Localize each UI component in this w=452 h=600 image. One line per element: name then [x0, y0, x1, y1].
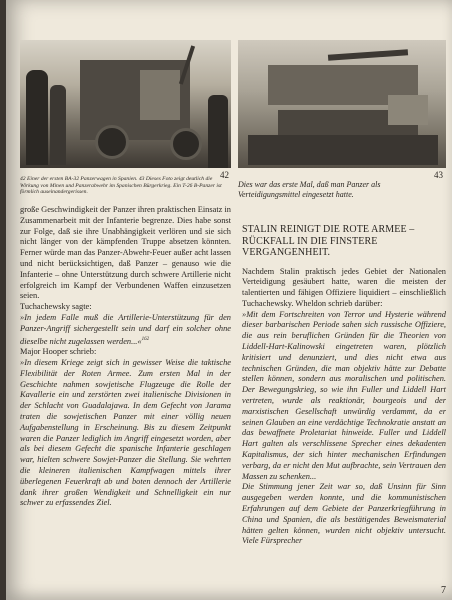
quote-paragraph: »In diesem Kriege zeigt sich in gewisser Weise die taktische Flexibilität der Roten Armee. Zum ersten Mal in der Geschichte nahmen sowjetische Flugzeuge die Rolle der Kavallerie ein und zerstörten zwei italienische Divisionen in der Schlacht von Guadalajawa. In dem Gefecht von Jarama traten die sowjetischen Panzer mit einer völlig neuen Aufgabenstellung in Erscheinung. Bis zu diesem Zeitpunkt waren die Panzer lediglich im Angriff eingesetzt worden, aber als bei diesem Gefecht die spanische Infanterie geschlagen war, hielten schwere Sowjet-Panzer die Stellung. Sie wehrten die kleineren italienischen Kampfwagen mittels ihrer überlegenen Feuerkraft ab und boten dennoch der Artillerie dank ihrer großen Wendigkeit und Schnelligkeit ein nur schwer zu erfassendes Ziel. [20, 357, 231, 508]
figure-caption-left: 42 Einer der ersten BA-32 Panzerwagen in Spanien. 43 Dieses Foto zeigt deutlich die Wirkung von Minen und Panzerabwehr im Spanischen Bürgerkrieg. Ein T-26 B-Panzer ist förmlich auseinandergerissen. [20, 176, 222, 196]
section-heading: STALIN REINIGT DIE ROTE ARMEE – RÜCKFALL IN DIE FINSTERE VERGANGENHEIT. [242, 224, 415, 258]
photo-armored-car [20, 40, 231, 168]
quote-paragraph: Die Stimmung jener Zeit war so, daß Unsinn für Sinn ausgegeben werden konnte, und die kommunistischen Erfahrungen auf dem Gebiete der Panzerkriegführung in China und Spanien, die als bestätigendes Beweismaterial hätten gelten können, wurden nicht objektiv untersucht. Viele Fürsprecher [242, 482, 446, 546]
paragraph: große Geschwindigkeit der Panzer ihren praktischen Einsatz in Zusammenarbeit mit der Infanterie begrenze. Dies habe sonst zur Folge, daß sie ihre Unabhängigkeit verlören und sie sich nicht länger von der kämpfenden Truppe absetzen könnten. Ferner würde man das Panzer-Abwehr-Feuer außer acht lassen und nicht berücksichtigen, daß Panzer – genauso wie die Infanterie – ohne Unterstützung durch schwere Artillerie nicht erfolgreich im Kampf der Verbundenen Waffen einzusetzen seien. [20, 205, 231, 301]
figure-number-42: 42 [220, 170, 229, 180]
footnote-marker: 162 [141, 336, 150, 342]
quote-text: »In jedem Falle muß die Artillerie-Unterstützung für den Panzer-Angriff sichergestellt sein und darf ein solcher ohne dieselbe nicht zugelassen werden...« [20, 312, 231, 346]
left-column [20, 205, 231, 509]
paragraph: Nachdem Stalin praktisch jedes Gebiet der Nationalen Verteidigung gesäubert hatte, waren die meisten der talentierten und fähigen Offiziere liquidiert – einschließlich Tuchachewsky. Wheldon schrieb darüber: [242, 266, 446, 308]
paragraph: Tuchachewsky sagte: [20, 302, 92, 312]
quote-paragraph: »Mit dem Fortschreiten von Terror und Hysterie während dieser barbarischen Periode sahen sich russische Offiziere, die aus rein beruflichen Gründen für die Theorien von Liddell-Hart-Kalinowski eingetreten waren, plötzlich kritisiert und denunziert, und dies nicht etwa aus technischen Gründen, die man objektiv hätte zur Debatte stellen können, sondern aus moralischen und politischen. Der Bewegungskrieg, so wie ihn Fuller und Liddell Hart vertreten, wurde als reaktionär, bourgeois und der marxistischen Gesellschaft unwürdig verdammt, da er seinen Glauben an eine verdächtige Technokratie anstatt an das bewaffnete Proletariat hinweide. Fuller und Liddell Hart galten als verschlissene Sprecher eines dekadenten Kapitalismus, der sich hinter mechanischen Erfindungen verbarg, da er nicht den Mut aufbrachte, sein Vertrauen den Massen zu schenken... [242, 309, 446, 481]
figure-caption-right: Dies war das erste Mal, daß man Panzer als Verteidigungsmittel eingesetzt hatte. [238, 180, 381, 199]
paragraph: Major Hooper schrieb: [20, 347, 97, 357]
photo-destroyed-tank [238, 40, 446, 168]
quote-paragraph [20, 313, 231, 347]
page-number: 7 [441, 585, 446, 596]
book-page [6, 0, 452, 600]
figure-number-43: 43 [434, 170, 443, 180]
right-column [242, 222, 446, 547]
